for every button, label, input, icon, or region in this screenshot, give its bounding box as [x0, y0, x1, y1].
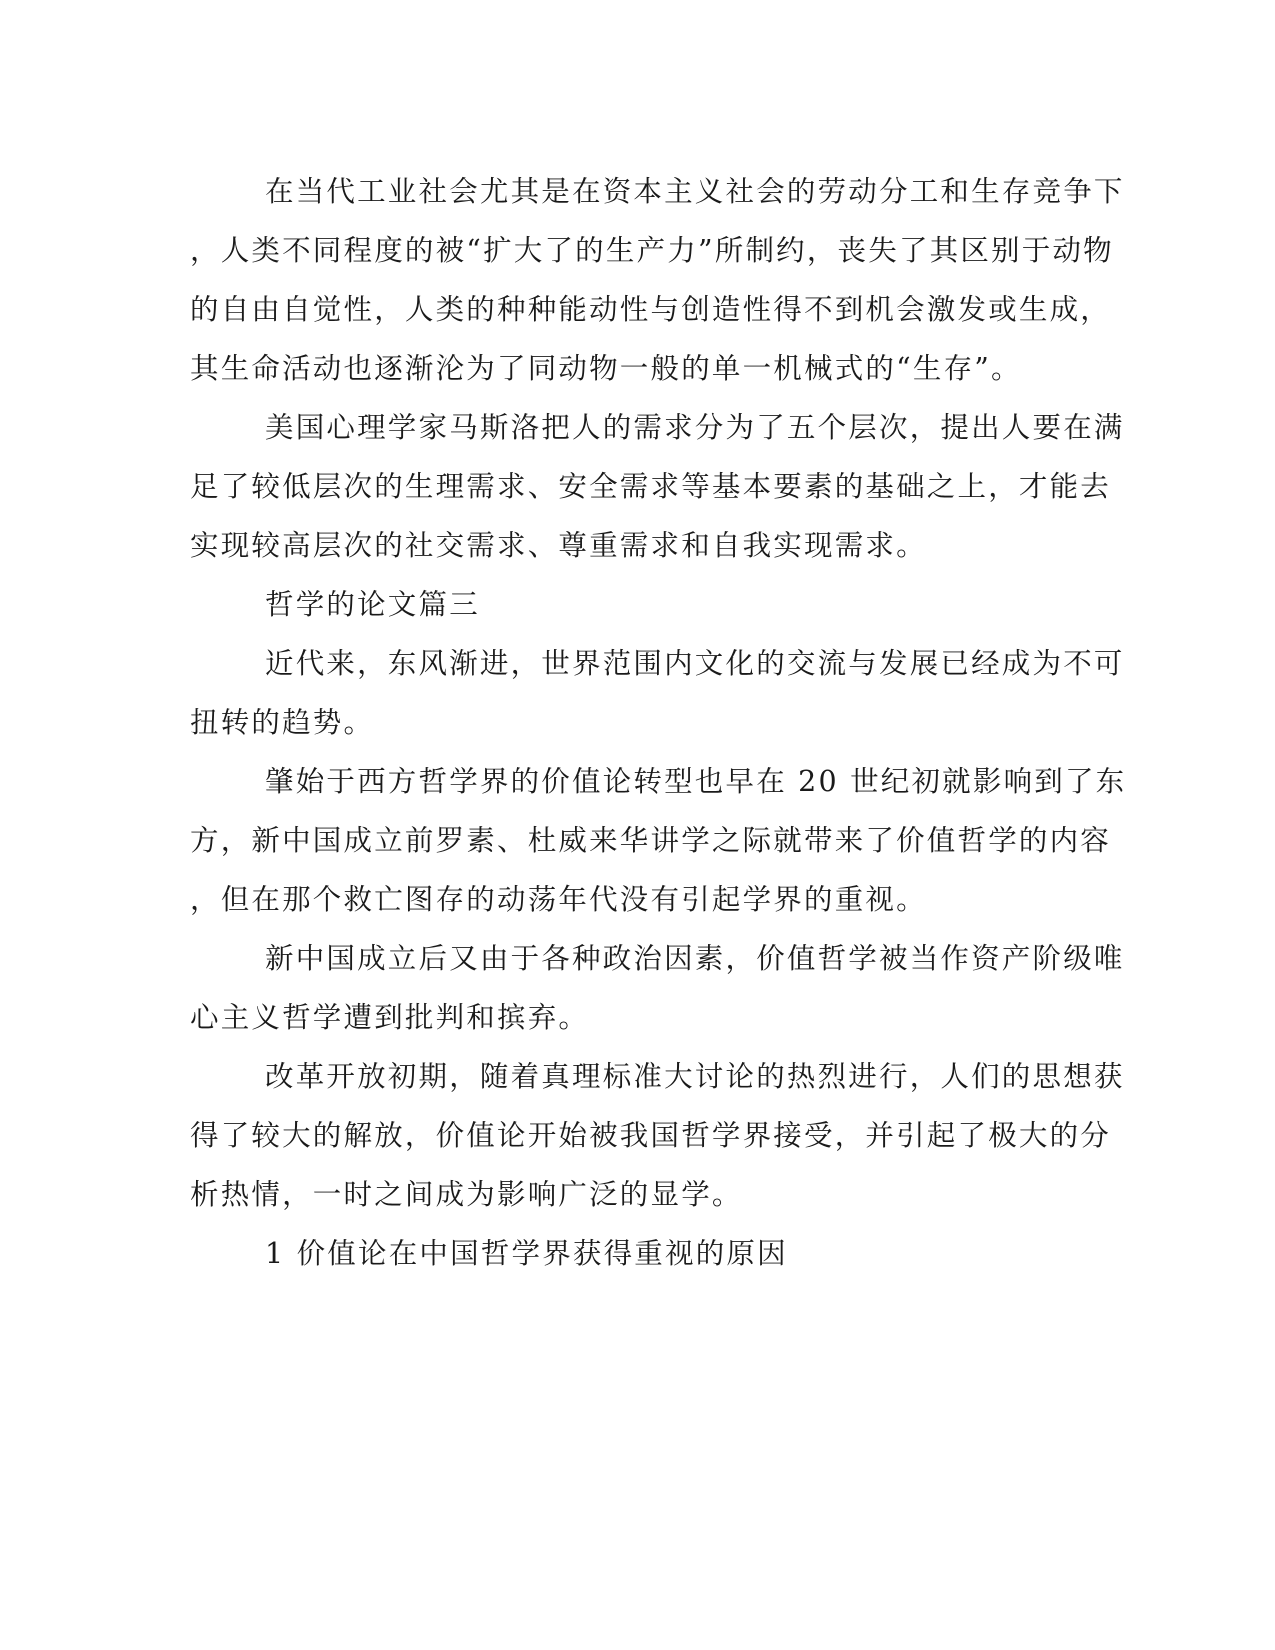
paragraph-5-line-2: 心主义哲学遭到批判和摈弃。 [190, 1001, 590, 1034]
section-heading: 哲学的论文篇三 [265, 588, 480, 621]
paragraph-1-line-3: 的自由自觉性，人类的种种能动性与创造性得不到机会激发或生成， [190, 293, 1112, 326]
paragraph-3-line-1: 近代来，东风渐进，世界范围内文化的交流与发展已经成为不可 [265, 647, 1125, 680]
paragraph-4-line-2: 方，新中国成立前罗素、杜威来华讲学之际就带来了价值哲学的内容 [190, 824, 1112, 857]
paragraph-1-line-4: 其生命活动也逐渐沦为了同动物一般的单一机械式的“生存”。 [190, 352, 1022, 385]
paragraph-3-line-2: 扭转的趋势。 [190, 706, 375, 739]
paragraph-4-line-1: 肇始于西方哲学界的价值论转型也早在 20 世纪初就影响到了东 [265, 765, 1127, 798]
paragraph-6-line-3: 析热情，一时之间成为影响广泛的显学。 [190, 1178, 743, 1211]
paragraph-4-line-3: ，但在那个救亡图存的动荡年代没有引起学界的重视。 [190, 883, 927, 916]
paragraph-2-line-3: 实现较高层次的社交需求、尊重需求和自我实现需求。 [190, 529, 927, 562]
paragraph-2-line-1: 美国心理学家马斯洛把人的需求分为了五个层次，提出人要在满 [265, 411, 1125, 444]
subsection-heading: 1 价值论在中国哲学界获得重视的原因 [265, 1237, 788, 1270]
paragraph-1-line-2: ，人类不同程度的被“扩大了的生产力”所制约，丧失了其区别于动物 [190, 234, 1114, 267]
paragraph-6-line-1: 改革开放初期，随着真理标准大讨论的热烈进行，人们的思想获 [265, 1060, 1125, 1093]
paragraph-2-line-2: 足了较低层次的生理需求、安全需求等基本要素的基础之上，才能去 [190, 470, 1112, 503]
paragraph-1-line-1: 在当代工业社会尤其是在资本主义社会的劳动分工和生存竞争下 [265, 175, 1125, 208]
paragraph-6-line-2: 得了较大的解放，价值论开始被我国哲学界接受，并引起了极大的分 [190, 1119, 1112, 1152]
document-body [190, 162, 1127, 1283]
paragraph-5-line-1: 新中国成立后又由于各种政治因素，价值哲学被当作资产阶级唯 [265, 942, 1125, 975]
